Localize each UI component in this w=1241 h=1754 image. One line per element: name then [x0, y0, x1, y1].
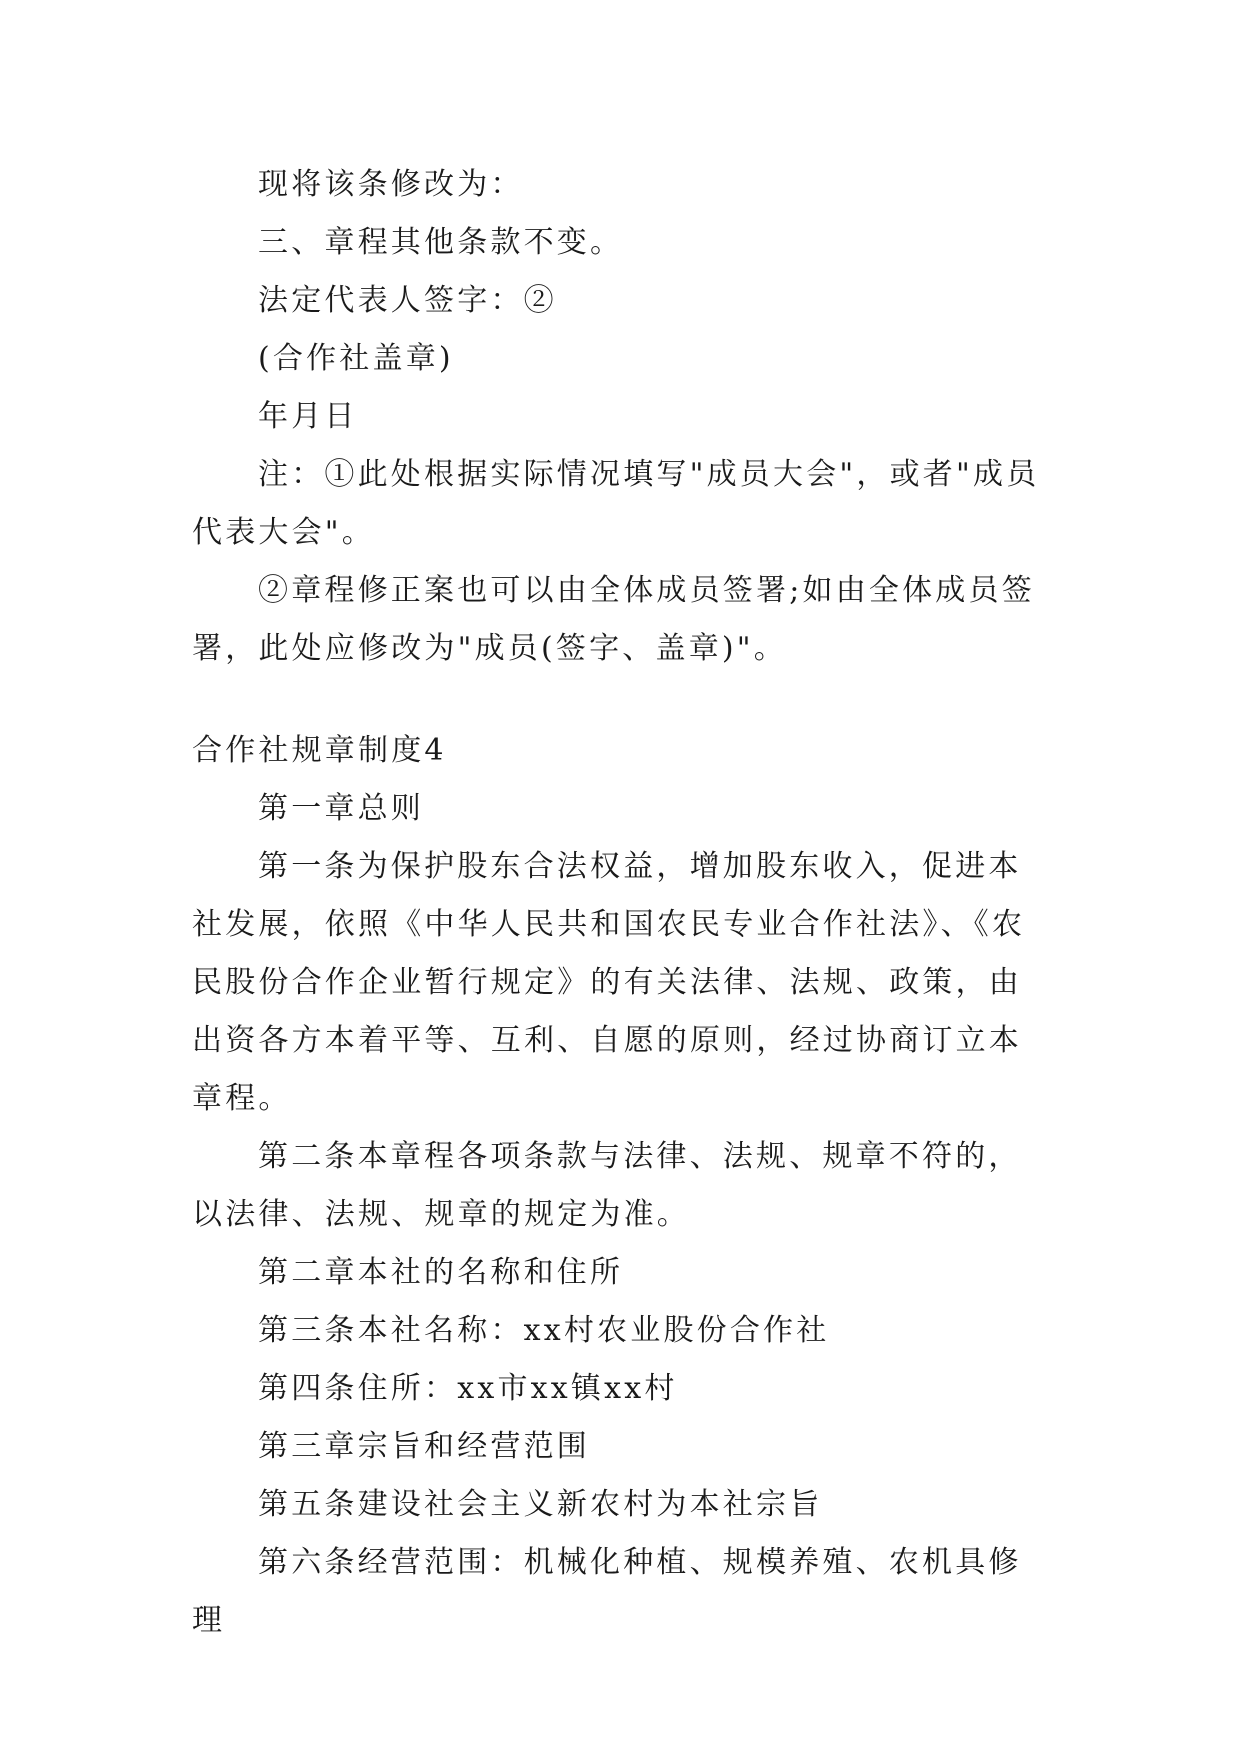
article-paragraph: 第四条住所：xx市xx镇xx村 [258, 1371, 678, 1406]
chapter-heading: 第一章总则 [258, 791, 424, 826]
paragraph-date: 年月日 [258, 399, 358, 434]
section-title: 合作社规章制度4 [192, 733, 447, 768]
chapter-heading: 第二章本社的名称和住所 [258, 1255, 624, 1290]
paragraph-note-1: 注：①此处根据实际情况填写"成员大会"，或者"成员代表大会"。 [192, 457, 1040, 550]
chapter-heading: 第三章宗旨和经营范围 [258, 1429, 590, 1464]
paragraph-other-clauses: 三、章程其他条款不变。 [258, 225, 624, 260]
article-paragraph: 第一条为保护股东合法权益，增加股东收入，促进本社发展，依照《中华人民共和国农民专业合作社法》、《农民股份合作企业暂行规定》的有关法律、法规、政策，由出资各方本着平等、互利、自愿的原则，经过协商订立本章程。 [192, 849, 1026, 1116]
article-paragraph: 第六条经营范围：机械化种植、规模养殖、农机具修理 [192, 1545, 1022, 1638]
paragraph-seal: (合作社盖章) [258, 341, 454, 376]
paragraph-legal-rep-signature: 法定代表人签字：② [258, 283, 557, 318]
document-body [192, 156, 1050, 1650]
paragraph-note-2: ②章程修正案也可以由全体成员签署;如由全体成员签署，此处应修改为"成员(签字、盖章)"。 [192, 573, 1035, 666]
paragraph-amend-intro: 现将该条修改为： [258, 167, 524, 202]
article-paragraph: 第二条本章程各项条款与法律、法规、规章不符的，以法律、法规、规章的规定为准。 [192, 1139, 1022, 1232]
article-paragraph: 第三条本社名称：xx村农业股份合作社 [258, 1313, 830, 1348]
article-paragraph: 第五条建设社会主义新农村为本社宗旨 [258, 1487, 823, 1522]
